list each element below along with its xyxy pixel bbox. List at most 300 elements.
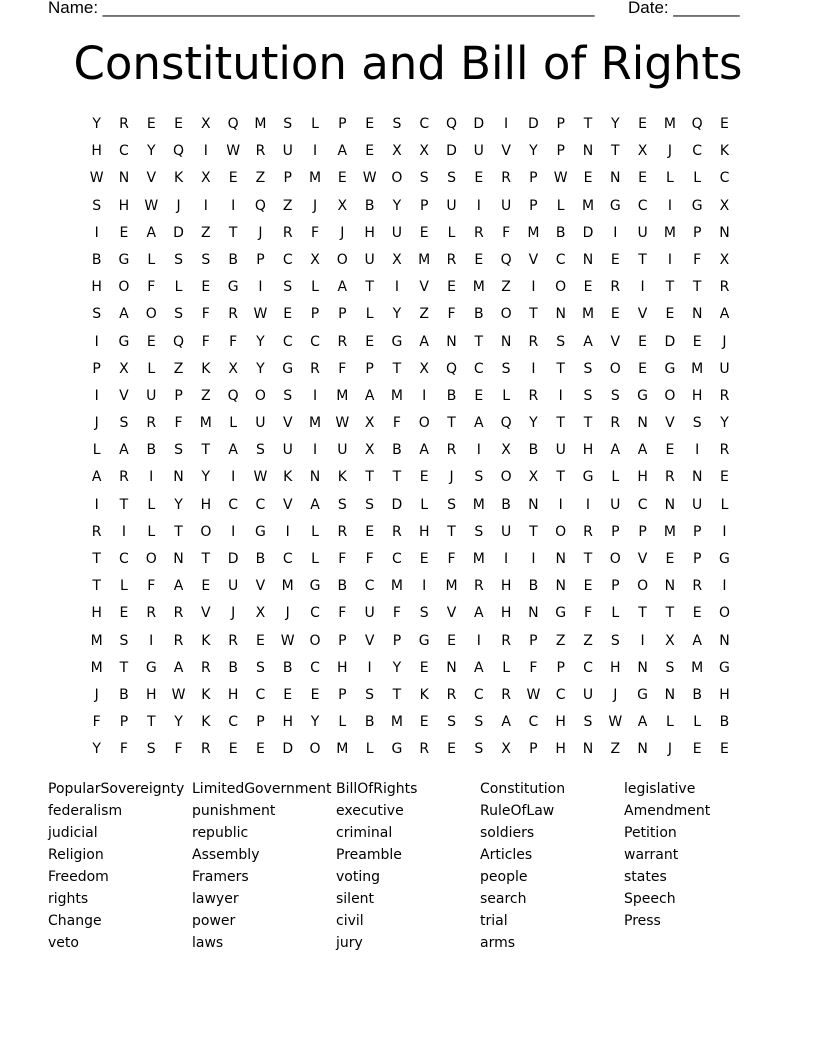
grid-letter: E [174, 116, 183, 132]
grid-letter: N [610, 170, 621, 187]
grid-letter: U [555, 442, 566, 459]
word-list-item: laws [192, 935, 224, 951]
grid-letter: S [365, 686, 375, 703]
grid-letter: E [337, 170, 347, 187]
grid-letter: X [501, 741, 511, 758]
grid-letter: O [637, 578, 649, 595]
word-list-item: Framers [192, 869, 249, 885]
grid-letter: N [528, 605, 539, 622]
word-list-item: Freedom [48, 869, 109, 885]
grid-letter: G [418, 632, 430, 649]
grid-letter: E [447, 632, 456, 649]
grid-letter: J [722, 333, 727, 350]
grid-letter: P [338, 632, 347, 649]
grid-letter: H [555, 714, 566, 731]
grid-letter: H [91, 605, 102, 622]
grid-letter: P [692, 224, 702, 241]
grid-letter: T [201, 551, 211, 567]
grid-letter: V [501, 143, 511, 160]
grid-letter: Y [529, 415, 538, 432]
grid-letter: R [119, 469, 129, 486]
grid-letter: X [419, 360, 429, 377]
word-list-item: judicial [48, 825, 98, 841]
grid-letter: O [555, 523, 567, 540]
grid-letter: J [312, 197, 318, 214]
grid-letter: J [94, 415, 99, 432]
grid-letter: O [555, 279, 567, 296]
grid-letter: R [282, 224, 293, 241]
grid-letter: L [229, 415, 238, 432]
grid-letter: H [555, 741, 566, 758]
grid-letter: F [201, 306, 210, 323]
grid-letter: T [556, 360, 565, 377]
grid-letter: H [637, 469, 648, 486]
grid-letter: E [283, 686, 293, 703]
grid-letter: X [419, 143, 429, 160]
grid-letter: A [91, 469, 102, 486]
grid-letter: R [173, 632, 184, 649]
grid-row [83, 521, 738, 548]
grid-letter: S [392, 116, 402, 132]
grid-letter: P [256, 714, 265, 731]
grid-letter: R [173, 605, 184, 622]
grid-letter: R [446, 251, 457, 268]
grid-letter: P [392, 632, 402, 649]
grid-letter: E [692, 741, 702, 758]
grid-letter: V [255, 578, 266, 595]
grid-letter: G [719, 659, 730, 676]
grid-row [83, 711, 738, 738]
grid-letter: S [610, 632, 620, 649]
grid-letter: X [719, 251, 730, 268]
grid-letter: H [118, 197, 130, 214]
grid-letter: D [227, 551, 239, 567]
grid-letter: C [282, 551, 293, 567]
grid-letter: G [637, 686, 649, 703]
grid-letter: M [663, 523, 676, 540]
grid-letter: P [256, 251, 265, 268]
grid-row [83, 385, 738, 412]
grid-letter: O [309, 632, 321, 649]
grid-letter: L [611, 469, 620, 486]
grid-letter: I [203, 143, 208, 160]
grid-row [83, 249, 738, 276]
grid-letter: X [719, 197, 730, 214]
grid-letter: H [145, 686, 157, 703]
grid-letter: J [176, 197, 181, 214]
grid-letter: Y [392, 659, 402, 676]
grid-letter: N [582, 251, 594, 268]
grid-letter: R [610, 415, 621, 432]
grid-row [83, 548, 738, 575]
grid-letter: O [336, 251, 348, 268]
page-title: Constitution and Bill of Rights [73, 37, 743, 90]
grid-letter: S [474, 523, 484, 540]
grid-letter: X [119, 360, 129, 377]
word-list-item: executive [336, 803, 404, 819]
grid-letter: M [581, 306, 595, 323]
grid-letter: H [610, 659, 621, 676]
grid-letter: X [310, 251, 320, 268]
grid-letter: P [338, 686, 347, 703]
grid-letter: G [145, 659, 157, 676]
grid-letter: U [582, 686, 594, 703]
grid-letter: X [201, 116, 211, 132]
grid-letter: I [121, 523, 127, 540]
grid-letter: C [555, 251, 566, 268]
grid-letter: S [419, 605, 429, 622]
grid-letter: E [692, 333, 702, 350]
grid-letter: R [692, 578, 703, 595]
grid-letter: A [146, 224, 157, 241]
word-list-item: veto [48, 935, 79, 951]
grid-letter: D [582, 224, 594, 241]
grid-letter: M [663, 224, 676, 241]
header-line [48, 0, 748, 20]
word-list-item: voting [336, 869, 380, 885]
grid-letter: U [364, 251, 375, 268]
grid-letter: I [312, 143, 318, 160]
grid-letter: L [147, 523, 156, 540]
grid-letter: B [146, 442, 157, 459]
grid-letter: J [94, 686, 99, 703]
grid-letter: P [529, 170, 538, 187]
grid-letter: P [556, 143, 565, 160]
grid-letter: G [664, 360, 676, 377]
grid-letter: R [446, 686, 457, 703]
grid-letter: C [555, 686, 566, 703]
grid-letter: I [722, 578, 727, 595]
word-list-item: Religion [48, 847, 104, 863]
grid-letter: S [583, 360, 593, 377]
grid-letter: I [504, 116, 509, 132]
grid-letter: Z [201, 387, 211, 404]
grid-letter: U [282, 442, 293, 459]
grid-letter: N [582, 741, 594, 758]
grid-letter: F [92, 714, 101, 731]
date-field-label: Date: _______ [628, 0, 740, 17]
word-list-item: Assembly [192, 847, 260, 863]
grid-letter: N [309, 469, 321, 486]
grid-letter: C [692, 143, 703, 160]
grid-letter: S [447, 496, 456, 513]
grid-letter: Q [173, 143, 185, 160]
grid-letter: O [609, 551, 621, 567]
grid-letter: R [501, 686, 511, 703]
grid-letter: Z [255, 170, 266, 187]
grid-letter: R [528, 387, 539, 404]
grid-letter: A [419, 333, 429, 350]
grid-letter: M [663, 116, 676, 132]
grid-letter: Q [227, 387, 239, 404]
grid-letter: B [528, 442, 539, 459]
grid-letter: R [310, 360, 320, 377]
grid-letter: P [529, 197, 538, 214]
grid-letter: S [474, 714, 484, 731]
grid-row [83, 684, 738, 711]
grid-letter: P [283, 170, 292, 187]
grid-letter: I [558, 387, 563, 404]
grid-letter: W [526, 686, 541, 703]
grid-letter: X [201, 170, 211, 187]
grid-letter: N [528, 496, 539, 513]
grid-letter: M [90, 632, 103, 649]
grid-letter: C [255, 686, 266, 703]
grid-letter: I [231, 523, 236, 540]
grid-letter: O [200, 523, 212, 540]
grid-letter: S [283, 116, 293, 132]
grid-letter: R [146, 415, 157, 432]
grid-letter: I [531, 279, 536, 296]
grid-letter: V [119, 387, 129, 404]
grid-letter: P [338, 116, 347, 132]
grid-letter: F [392, 605, 401, 622]
grid-letter: A [337, 279, 348, 296]
grid-letter: F [529, 659, 538, 676]
grid-letter: J [231, 605, 236, 622]
grid-letter: T [447, 523, 456, 540]
word-list [48, 778, 788, 958]
grid-letter: G [555, 605, 567, 622]
grid-letter: C [310, 659, 320, 676]
grid-letter: O [254, 387, 266, 404]
grid-letter: I [231, 469, 236, 486]
grid-letter: G [118, 333, 130, 350]
grid-letter: Z [201, 224, 211, 241]
grid-letter: P [529, 741, 538, 758]
grid-letter: V [446, 605, 457, 622]
grid-letter: X [255, 605, 266, 622]
grid-letter: S [174, 442, 183, 459]
grid-letter: N [555, 578, 566, 595]
grid-letter: T [392, 360, 402, 377]
grid-letter: N [555, 551, 566, 567]
grid-letter: H [364, 224, 375, 241]
word-list-item: Press [624, 913, 661, 929]
grid-letter: T [638, 605, 647, 622]
grid-letter: T [92, 578, 101, 595]
grid-letter: E [365, 333, 375, 350]
grid-letter: M [390, 387, 403, 404]
grid-letter: Y [256, 360, 265, 377]
grid-letter: P [638, 523, 647, 540]
word-column [480, 778, 624, 951]
grid-letter: G [391, 333, 403, 350]
grid-letter: P [692, 551, 702, 567]
grid-letter: S [201, 251, 211, 268]
grid-letter: D [391, 496, 403, 513]
grid-letter: X [337, 197, 348, 214]
grid-letter: L [365, 741, 374, 758]
grid-letter: G [691, 197, 703, 214]
word-list-item: Change [48, 913, 102, 929]
grid-letter: B [364, 197, 375, 214]
grid-letter: I [504, 551, 509, 567]
grid-letter: R [228, 632, 238, 649]
grid-letter: F [119, 741, 128, 758]
grid-letter: S [119, 632, 129, 649]
grid-letter: W [608, 714, 623, 731]
grid-letter: W [553, 170, 568, 187]
word-list-item: trial [480, 913, 508, 929]
grid-letter: R [501, 632, 511, 649]
grid-letter: R [200, 741, 211, 758]
grid-letter: Y [174, 496, 183, 513]
grid-letter: K [419, 686, 429, 703]
grid-row [83, 195, 738, 222]
grid-letter: P [119, 714, 129, 731]
grid-letter: E [310, 686, 320, 703]
grid-letter: S [92, 197, 102, 214]
grid-letter: I [422, 578, 427, 595]
grid-letter: H [91, 279, 102, 296]
grid-letter: C [119, 551, 129, 567]
word-list-item: Amendment [624, 803, 711, 819]
grid-letter: I [94, 387, 99, 404]
grid-letter: N [691, 306, 703, 323]
grid-letter: X [637, 143, 648, 160]
grid-letter: S [92, 306, 102, 323]
grid-letter: I [722, 523, 727, 540]
grid-row [83, 140, 738, 167]
grid-letter: N [582, 143, 594, 160]
grid-letter: A [501, 714, 511, 731]
grid-letter: E [283, 306, 293, 323]
grid-letter: P [92, 360, 101, 377]
grid-letter: S [419, 170, 429, 187]
word-list-item: warrant [624, 847, 679, 863]
grid-letter: E [638, 360, 648, 377]
grid-letter: L [365, 306, 374, 323]
grid-letter: I [312, 387, 318, 404]
grid-row [83, 494, 738, 521]
grid-letter: L [311, 551, 319, 567]
grid-letter: R [528, 333, 539, 350]
grid-letter: E [365, 523, 375, 540]
grid-letter: L [611, 605, 620, 622]
grid-letter: A [119, 306, 129, 323]
grid-letter: U [255, 415, 266, 432]
grid-letter: T [146, 714, 156, 731]
grid-letter: N [446, 333, 457, 350]
word-list-item: states [624, 869, 667, 885]
grid-letter: O [391, 170, 403, 187]
grid-letter: F [174, 415, 183, 432]
grid-letter: Z [173, 360, 184, 377]
grid-letter: R [719, 442, 730, 459]
grid-letter: E [419, 224, 429, 241]
grid-letter: A [474, 605, 484, 622]
grid-letter: J [258, 224, 263, 241]
grid-letter: M [472, 551, 485, 567]
grid-letter: C [637, 496, 648, 513]
grid-letter: S [556, 333, 566, 350]
grid-letter: T [529, 306, 538, 323]
grid-row [83, 575, 738, 602]
grid-letter: V [364, 632, 375, 649]
grid-letter: K [173, 170, 184, 187]
grid-letter: P [419, 197, 429, 214]
grid-row [83, 331, 738, 358]
grid-letter: U [337, 442, 348, 459]
grid-letter: B [719, 714, 730, 731]
grid-letter: T [365, 279, 374, 296]
grid-letter: J [667, 741, 672, 758]
grid-letter: E [256, 741, 265, 758]
grid-letter: X [501, 442, 511, 459]
grid-row [83, 602, 738, 629]
grid-letter: F [338, 551, 347, 567]
grid-letter: A [173, 659, 184, 676]
grid-letter: V [665, 415, 675, 432]
grid-letter: W [335, 415, 350, 432]
grid-letter: R [446, 442, 457, 459]
grid-letter: C [255, 496, 266, 513]
grid-letter: K [201, 686, 211, 703]
grid-letter: F [583, 605, 593, 622]
grid-letter: N [173, 551, 184, 567]
grid-letter: U [473, 143, 484, 160]
grid-letter: F [201, 333, 210, 350]
grid-letter: K [201, 714, 211, 731]
grid-letter: M [336, 387, 349, 404]
grid-letter: M [445, 578, 458, 595]
grid-letter: N [500, 333, 512, 350]
grid-letter: S [283, 279, 293, 296]
grid-letter: L [120, 578, 128, 595]
grid-letter: S [501, 360, 511, 377]
grid-letter: J [667, 143, 672, 160]
grid-letter: E [665, 306, 675, 323]
grid-letter: C [119, 143, 129, 160]
grid-letter: Z [583, 632, 593, 649]
grid-letter: Y [146, 143, 156, 160]
grid-letter: W [253, 469, 268, 486]
grid-letter: R [419, 741, 430, 758]
grid-letter: B [119, 686, 129, 703]
grid-letter: Y [310, 714, 320, 731]
grid-letter: Y [92, 741, 101, 758]
grid-letter: C [364, 578, 375, 595]
grid-letter: R [228, 306, 238, 323]
grid-letter: K [283, 469, 293, 486]
grid-letter: R [91, 523, 102, 540]
grid-letter: A [583, 333, 593, 350]
grid-letter: G [582, 469, 594, 486]
grid-letter: C [583, 659, 593, 676]
grid-letter: C [228, 714, 239, 731]
grid-letter: S [692, 415, 702, 432]
grid-letter: S [255, 659, 265, 676]
grid-letter: I [231, 197, 236, 214]
grid-letter: M [90, 659, 103, 676]
grid-letter: Z [501, 279, 511, 296]
grid-letter: W [89, 170, 104, 187]
grid-letter: L [147, 360, 156, 377]
grid-letter: E [146, 333, 156, 350]
grid-row [83, 303, 738, 330]
grid-letter: Y [92, 116, 101, 132]
grid-letter: J [613, 686, 618, 703]
grid-letter: T [447, 415, 456, 432]
grid-letter: Q [227, 116, 239, 132]
grid-letter: F [338, 605, 347, 622]
grid-letter: H [200, 496, 212, 513]
grid-letter: V [637, 306, 648, 323]
grid-letter: M [472, 496, 485, 513]
grid-letter: C [228, 496, 239, 513]
grid-letter: L [556, 197, 565, 214]
